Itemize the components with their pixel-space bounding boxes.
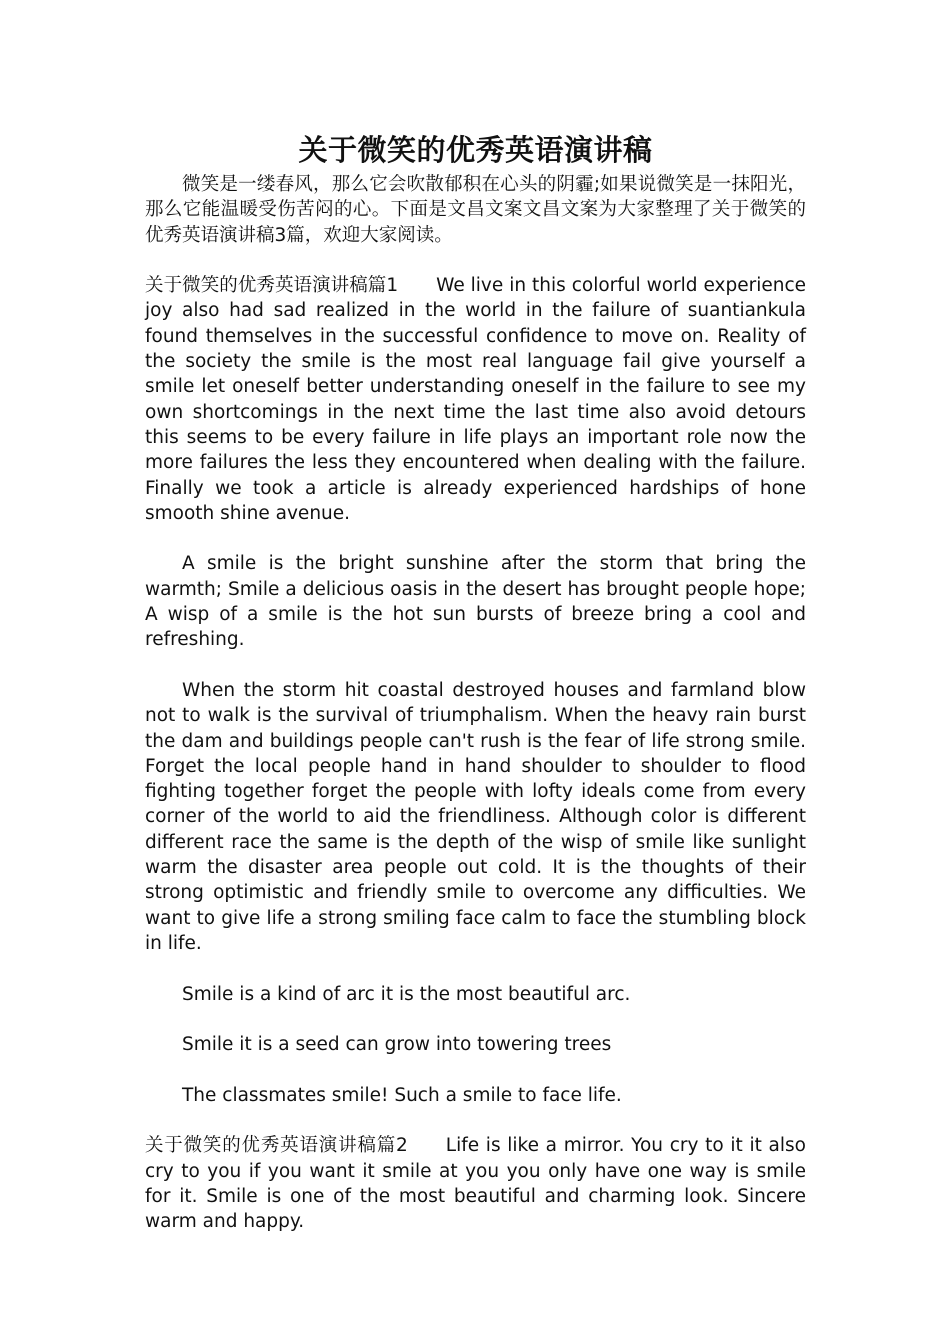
document-page [145,128,806,1234]
body-paragraph-arc: Smile is a kind of arc it is the most beautiful arc. [182,983,631,1005]
section-1-heading: 关于微笑的优秀英语演讲稿篇1 [145,275,399,297]
document-title: 关于微笑的优秀英语演讲稿 [298,133,653,167]
section-2-lead-text: Life is like a mirror. You cry to it it also cry to you if you want it smile at you you only have one way is smile for it. Smile is one of the most beautiful and charming look. Sincere warm and happy. [145,1135,806,1233]
section-1-lead-text: We live in this colorful world experience joy also had sad realized in the world in the failure of suantiankula found themselves in the successful confidence to move on. Reality of the society the smile is the most real language fail give yourself a smile let oneself better understanding oneself in the failure to see my own shortcomings in the next time the last time also avoid detours this seems to be every failure in life plays an important role now the more failures the less they encountered when dealing with the failure. Finally we took a article is already experienced hardships of hone smooth shine avenue. [145,275,807,524]
intro-paragraph: 微笑是一缕春风，那么它会吹散郁积在心头的阴霾;如果说微笑是一抹阳光，那么它能温暖受伤苦闷的心。下面是文昌文案文昌文案为大家整理了关于微笑的优秀英语演讲稿3篇，欢迎大家阅读。 [145,174,806,246]
body-paragraph-storm: When the storm hit coastal destroyed houses and farmland blow not to walk is the survival of triumphalism. When the heavy rain burst the dam and buildings people can't rush is the fear of life strong smile. Forget the local people hand in hand shoulder to shoulder to flood fighting together forget the people with lofty ideals come from every corner of the world to aid the friendliness. Although color is different different race the same is the depth of the wisp of smile like sunlight warm the disaster area people out cold. It is the thoughts of their strong optimistic and friendly smile to overcome any difficulties. We want to give life a strong smiling face calm to face the stumbling block in life. [145,679,806,954]
body-paragraph-smile-sunshine: A smile is the bright sunshine after the storm that bring the warmth; Smile a delicious oasis in the desert has brought people hope; A wisp of a smile is the hot sun bursts of breeze bring a cool and refreshing. [145,553,806,651]
section-2-paragraph [145,1133,806,1234]
section-2-heading: 关于微笑的优秀英语演讲稿篇2 [145,1135,408,1157]
body-paragraph-classmates: The classmates smile! Such a smile to face life. [182,1084,622,1106]
body-paragraph-seed: Smile it is a seed can grow into towering trees [182,1034,612,1056]
section-1-paragraph [145,273,806,526]
